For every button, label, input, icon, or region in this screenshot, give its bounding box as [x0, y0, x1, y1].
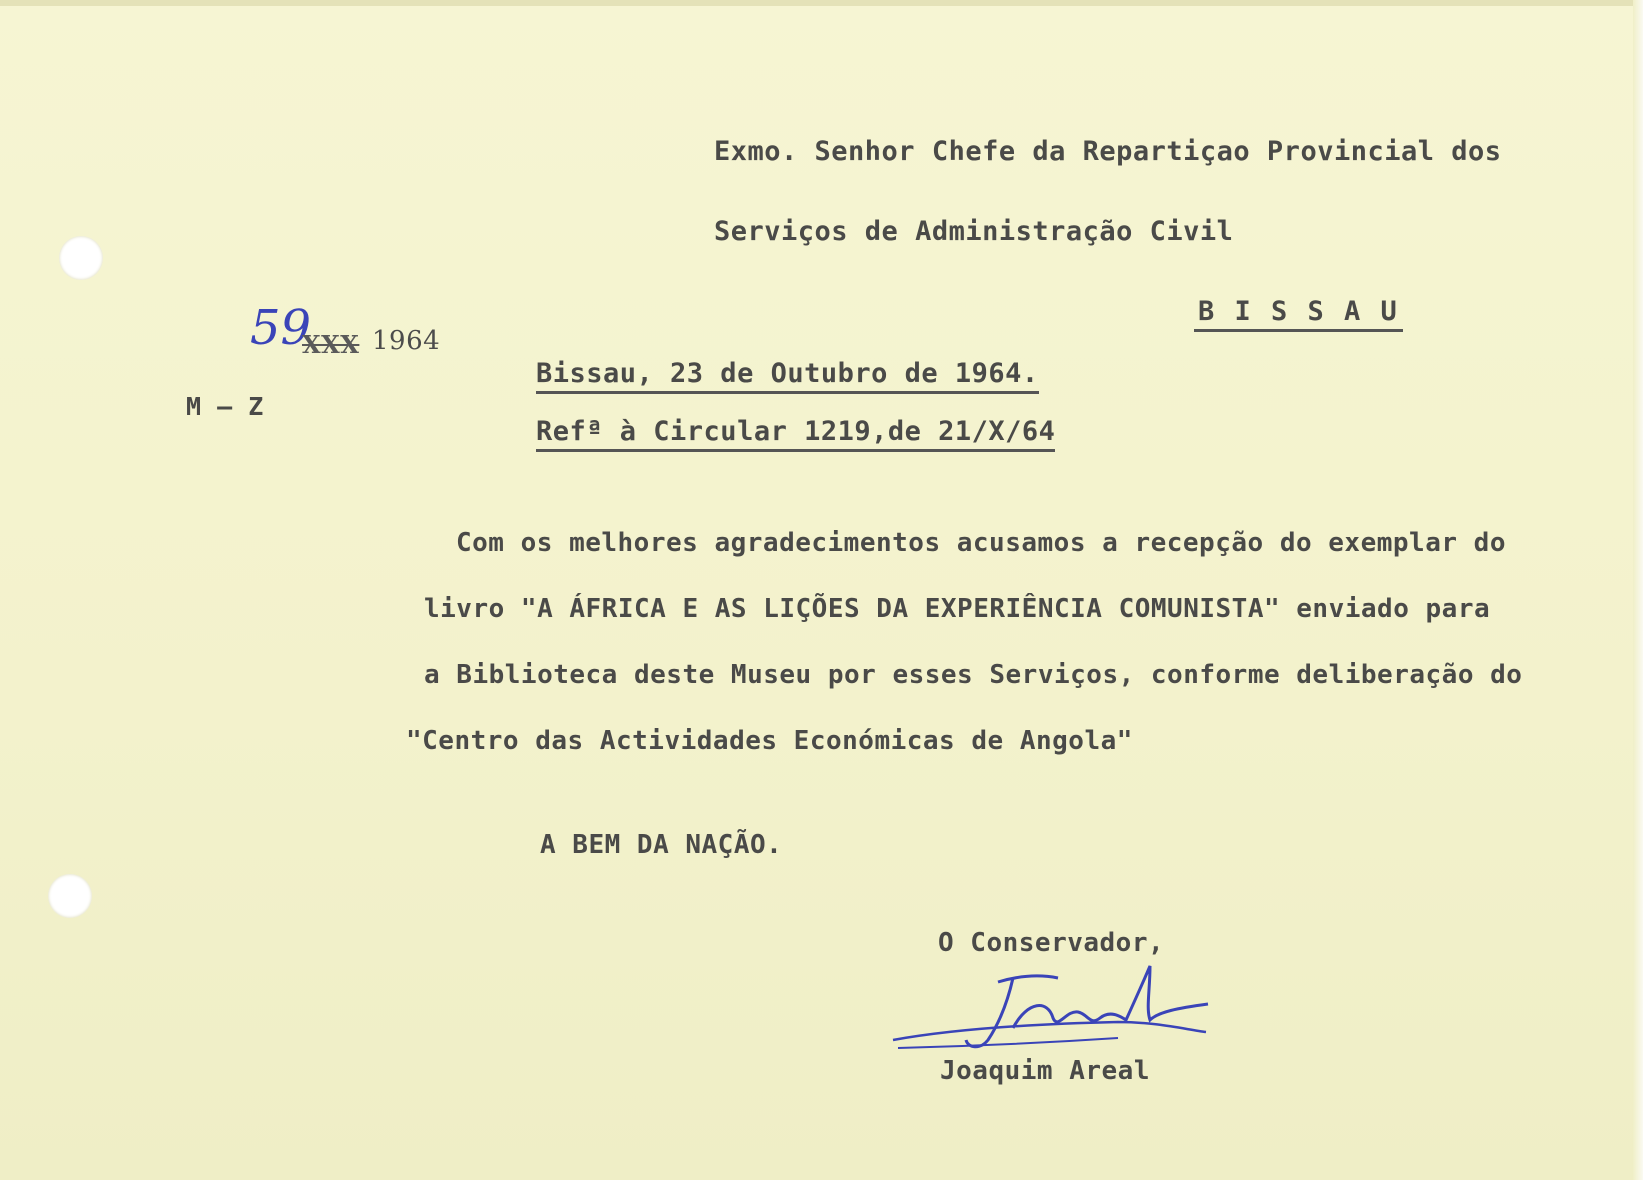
body-line-4: "Centro das Actividades Económicas de Angola" — [406, 726, 1133, 756]
body-line-3: a Biblioteca deste Museu por esses Serviços, conforme deliberação do — [424, 660, 1523, 690]
paper-top-edge — [0, 0, 1643, 6]
struck-text: XXX — [302, 330, 360, 359]
signature-mark — [888, 960, 1228, 1060]
body-line-1: Com os melhores agradecimentos acusamos a recepção do exemplar do — [456, 528, 1506, 558]
punch-hole-bottom — [48, 874, 92, 918]
date-line: Bissau, 23 de Outubro de 1964. — [536, 358, 1039, 394]
filing-code: M — Z — [186, 392, 264, 421]
recipient-city: B I S S A U — [1194, 296, 1403, 332]
recipient-line-2: Serviços de Administração Civil — [714, 216, 1234, 247]
body-line-2: livro "A ÁFRICA E AS LIÇÕES DA EXPERIÊNCIA COMUNISTA" enviado para — [424, 594, 1491, 624]
reference-line: Refª à Circular 1219,de 21/X/64 — [536, 416, 1055, 452]
signatory-title: O Conservador, — [938, 928, 1165, 958]
signatory-name: Joaquim Areal — [940, 1056, 1150, 1086]
paper-right-edge — [1633, 0, 1643, 1180]
filing-year: 1964 — [372, 326, 441, 356]
punch-hole-top — [59, 236, 103, 280]
handwritten-number: 59 — [250, 300, 312, 356]
recipient-line-1: Exmo. Senhor Chefe da Repartiçao Provincial dos — [714, 136, 1502, 167]
closing-formula: A BEM DA NAÇÃO. — [540, 830, 783, 860]
